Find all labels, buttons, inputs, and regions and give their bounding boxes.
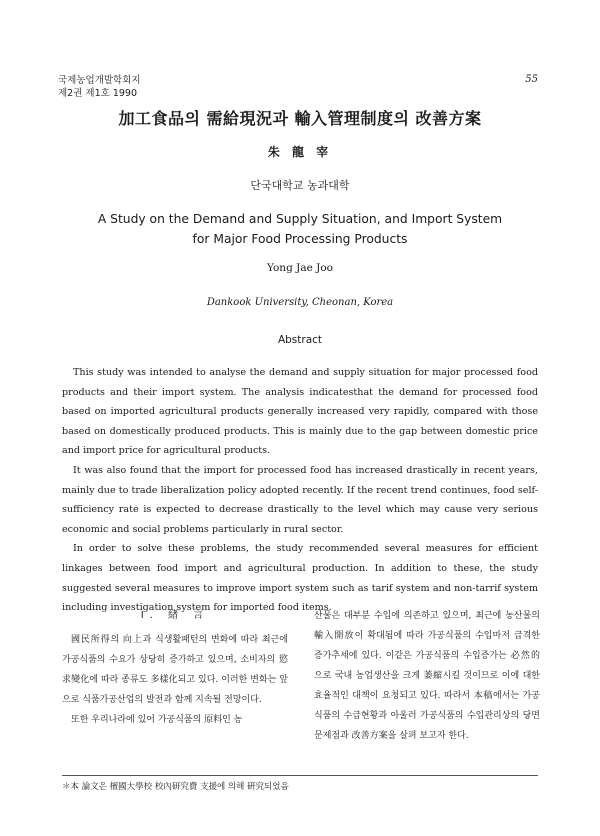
journal-name: 국제농업개발학회지 [58,75,141,86]
korean-title: 加工食品의 需給現況과 輸入管理制度의 改善方案 [118,109,482,128]
english-title [60,209,540,249]
abstract-heading: Abstract [277,334,323,346]
section-heading: I. 緖 言 [140,610,210,621]
english-author: Yong Jae Joo [266,262,334,274]
body-left-column [62,606,288,730]
korean-affiliation: 단국대학교 농과대학 [250,179,350,192]
journal-header [58,74,141,100]
english-title-line2: for Major Food Processing Products [192,232,408,246]
body-paragraph: 또한 우리나라에 있어 가공식품의 原料인 농 [71,715,243,725]
page-number: 55 [525,74,538,85]
journal-volume: 제2권 제1호 1990 [58,88,138,99]
abstract-paragraph: In order to solve these problems, the study recommended several measures for efficient linkages between food import and agricultural production. In addition to these, the study suggested several measures to improve import system such as tarif system and non-tarrif system including investigation system for imported food items. [62,543,538,614]
abstract-body [62,363,538,618]
body-paragraph: 國民所得의 向上과 식생활패턴의 변화에 따라 최근에 가공식품의 수요가 상당히 증가하고 있으며, 소비자의 慾求變化에 따라 종류도 多樣化되고 있다. 이러한 변화는 앞으로 식품가공산업의 발전과 함께 지속될 전망이다. [62,635,288,705]
footnote: ＊本 論文은 檀國大學校 校內研究費 支援에 의해 硏究되었음 [62,782,289,792]
abstract-paragraph: It was also found that the import for processed food has increased drastically in recent years, mainly due to trade liberalization policy adopted recently. If the recent trend continues, food self-sufficiency rate is expected to decrease drastically to the level which may cause very serious economic and social problems particularly in rural sector. [62,464,538,535]
english-title-line1: A Study on the Demand and Supply Situation, and Import System [97,212,503,226]
english-affiliation: Dankook University, Cheonan, Korea [206,297,394,308]
abstract-paragraph: This study was intended to analyse the demand and supply situation for major processed food products and their import system. The analysis indicatesthat the demand for processed food based on imported agricultural products generally increased very rapidly, compared with those based on domestically produced products. This is mainly due to the gap between domestic price and import price for agricultural products. [62,367,538,457]
body-right-column [314,606,540,746]
footnote-divider [62,775,538,776]
korean-author: 朱 龍 宰 [267,145,333,159]
body-paragraph: 산물은 대부분 수입에 의존하고 있으며, 최근에 농산물의 輸入開放이 확대됨에 따라 가공식품의 수입마저 급격한 증가추세에 있다. 이같은 가공식품의 수입증가는 必然的으로 국내 농업생산을 크게 萎縮시킬 것이므로 이에 대한 효율적인 대책이 요청되고 있다. 따라서 本稿에서는 가공식품의 수급현황과 아울러 가공식품의 수입관리상의 당면문제점과 改善方案을 살펴 보고자 한다. [314,611,540,741]
